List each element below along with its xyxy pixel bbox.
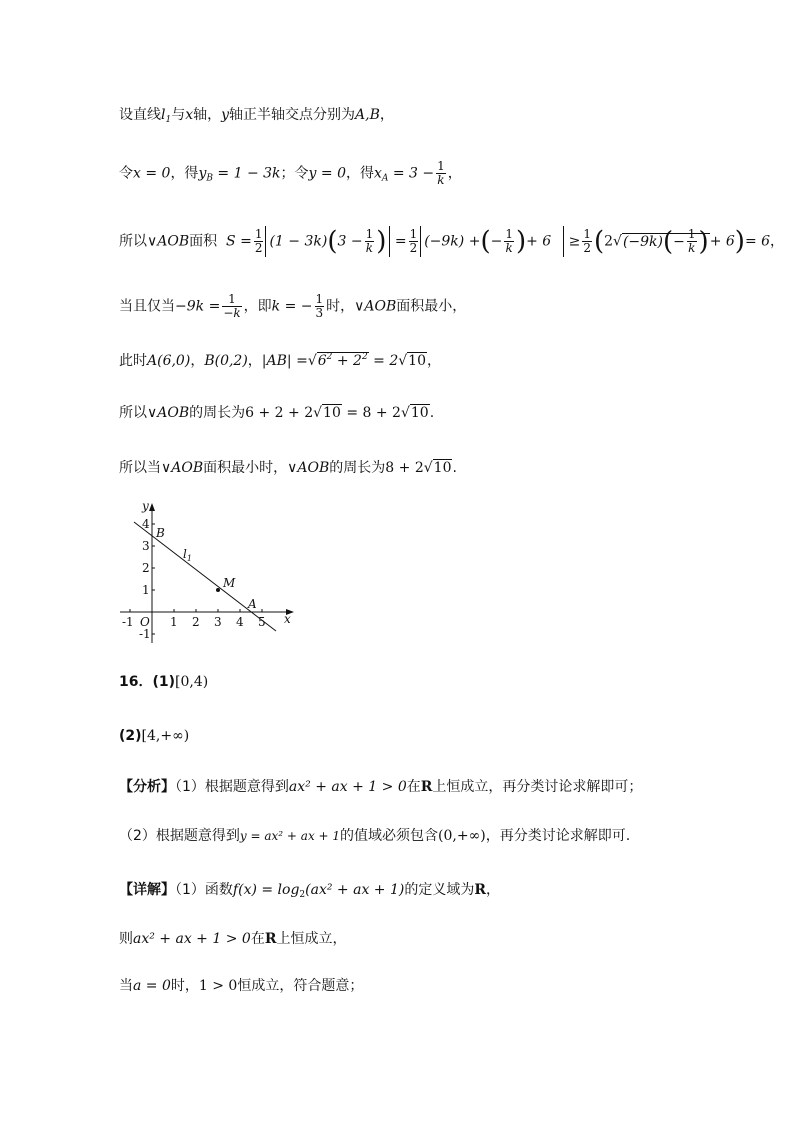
y-tick-label: 4 — [142, 517, 150, 531]
math: l — [161, 107, 166, 123]
text: ， — [190, 353, 205, 369]
detail-line-3 — [119, 976, 363, 996]
text: （1）函数 — [175, 882, 233, 898]
text: （2）根据题意得到 — [119, 828, 240, 844]
numerator: 1 — [222, 293, 241, 307]
text: ，得 — [170, 165, 199, 182]
math: 6 + 2 + 2 — [245, 405, 314, 421]
math: ax² + ax + 1 > 0 — [133, 931, 251, 947]
math: S = — [226, 233, 252, 250]
math: 1 > 0 — [198, 978, 238, 994]
x-tick-label: 5 — [258, 615, 266, 629]
text: 则 — [119, 931, 133, 947]
y-tick-label: 2 — [142, 561, 150, 575]
analysis-tag: 【分析】 — [119, 779, 175, 795]
denominator: k — [688, 241, 696, 255]
text-line-3 — [119, 226, 784, 257]
radical-sign: √ — [398, 353, 408, 369]
fraction — [687, 228, 697, 255]
radicand: 10 — [408, 353, 426, 369]
numerator: 1 — [687, 227, 696, 241]
numerator: 1 — [365, 227, 374, 241]
math: −9k = — [175, 298, 221, 315]
denominator: k — [365, 241, 374, 255]
math: 8 + 2 — [385, 460, 424, 476]
fraction — [254, 228, 264, 255]
math: y = 0 — [308, 165, 346, 182]
paren: ) — [734, 226, 745, 257]
math: (0,+∞) — [438, 828, 486, 844]
math: = 3 − — [388, 165, 435, 182]
radicand — [622, 226, 710, 257]
y-tick-label: 1 — [142, 583, 150, 597]
text: 设直线 — [119, 107, 161, 123]
math: R — [474, 882, 486, 898]
denominator: −k — [223, 306, 241, 320]
text: ， — [379, 107, 394, 123]
math: k = − — [271, 298, 313, 315]
text: 上恒成立，再分类讨论求解即可； — [432, 779, 643, 795]
text-line-4 — [119, 293, 466, 320]
math: AOB — [297, 460, 330, 476]
math: R — [420, 779, 433, 795]
radicand: $6^2 + 2^2$ — [317, 352, 368, 369]
math: y — [221, 107, 230, 123]
text: 轴正半轴交点分别为 — [229, 107, 356, 123]
math: = 2 — [368, 353, 399, 369]
line-label-main: l — [183, 547, 187, 561]
text-line-6 — [119, 403, 434, 423]
line-label-sub: 1 — [186, 554, 192, 563]
coordinate-graph — [112, 495, 302, 650]
text-line-1 — [119, 105, 394, 130]
math: AOB — [157, 233, 190, 250]
radical-sign: √ — [423, 460, 433, 476]
radical-sign: √ — [313, 405, 323, 421]
answer-16-1 — [119, 672, 208, 692]
y-tick-label: 3 — [142, 539, 150, 553]
math: y = ax² + ax + 1 — [239, 829, 341, 843]
detail-line-2 — [119, 929, 346, 949]
denominator: 3 — [315, 306, 324, 320]
math: A(6,0) — [147, 353, 191, 369]
analysis-line — [119, 777, 642, 797]
absolute-value — [265, 226, 390, 257]
fraction — [409, 228, 419, 255]
math: (−9k) — [622, 233, 663, 250]
text-line-2 — [119, 160, 462, 189]
text: 面积最小， — [396, 298, 467, 315]
math: B(0,2) — [204, 353, 248, 369]
math-sup: 2 — [326, 352, 333, 362]
radicand: 10 — [323, 405, 341, 421]
absolute-value — [420, 226, 564, 257]
point-b-label: B — [156, 526, 165, 540]
paren: ) — [376, 226, 387, 257]
math: x = 0 — [133, 165, 171, 182]
paren: ) — [698, 226, 709, 257]
fraction — [436, 160, 446, 187]
detail-tag: 【详解】 — [119, 882, 175, 898]
math: y — [198, 165, 207, 182]
text: ， — [247, 353, 262, 369]
math: = 6 — [744, 233, 771, 250]
math: 2 — [353, 353, 362, 369]
text: 时，∨ — [326, 298, 365, 315]
math: = 8 + 2 — [341, 405, 401, 421]
x-tick-label: -1 — [122, 615, 134, 629]
text: ， — [486, 882, 500, 898]
text: 的周长为 — [329, 460, 386, 476]
math-sub: B — [206, 173, 213, 184]
math: AOB — [157, 405, 190, 421]
math: AOB — [364, 298, 397, 315]
denominator: 2 — [254, 241, 263, 255]
math-sub: A — [381, 173, 389, 184]
origin-label: O — [140, 615, 150, 629]
x-tick-label: 1 — [170, 615, 178, 629]
text-line-7 — [119, 458, 457, 478]
text: ， — [426, 353, 441, 369]
math: (ax² + ax + 1) — [305, 882, 405, 898]
text: ，得 — [346, 165, 374, 182]
math: 6 — [317, 353, 327, 369]
math: f(x) = log — [232, 882, 300, 898]
text: （1）根据题意得到 — [175, 779, 289, 795]
text: 的定义域为 — [404, 882, 475, 898]
math: ≥ — [568, 233, 581, 250]
math: a = 0 — [133, 978, 171, 994]
math: (−9k) + — [424, 233, 481, 250]
math: + 6 — [526, 233, 552, 250]
denominator: k — [437, 173, 445, 187]
math-sub: 1 — [165, 115, 172, 125]
math: (1 − 3k) — [269, 233, 328, 250]
math: 3 − — [337, 233, 363, 250]
text: 与 — [171, 107, 186, 123]
text: 所以∨ — [119, 405, 158, 421]
denominator: k — [505, 241, 513, 255]
paren: ( — [593, 226, 605, 257]
text: 的周长为 — [189, 405, 246, 421]
x-tick-label: 4 — [236, 615, 244, 629]
text: ， — [447, 165, 462, 182]
radical-sign: √ — [613, 233, 622, 250]
x-tick-label: 3 — [214, 615, 222, 629]
math: + 6 — [709, 233, 735, 250]
denominator: 2 — [409, 241, 418, 255]
answer-16-2 — [119, 726, 189, 746]
question-number: 16．(1) — [119, 674, 176, 690]
math: AOB — [171, 460, 204, 476]
numerator: 1 — [254, 227, 263, 241]
math: x — [374, 165, 382, 182]
text: 所以∨ — [119, 233, 158, 250]
math: ax² + ax + 1 > 0 — [288, 779, 407, 795]
text: . — [429, 405, 435, 421]
text: ；令 — [280, 165, 309, 182]
text: 面积 — [189, 233, 218, 250]
text: 轴， — [193, 107, 222, 123]
x-axis-label: x — [284, 612, 291, 626]
math-sup: 2 — [361, 352, 368, 362]
math: |AB| = — [261, 353, 308, 369]
radicand: 10 — [433, 460, 452, 476]
paren: ( — [327, 226, 338, 257]
paren: ( — [663, 226, 674, 257]
math: 2 — [604, 233, 614, 250]
denominator: 2 — [583, 241, 591, 255]
text: 时， — [170, 978, 199, 994]
radicand: 10 — [410, 405, 429, 421]
math: x — [185, 107, 194, 123]
fraction — [582, 228, 592, 255]
numerator: 1 — [437, 159, 445, 173]
detail-line — [119, 880, 500, 905]
text: 当 — [119, 978, 133, 994]
radical-sign: √ — [307, 353, 317, 369]
math: A,B — [355, 107, 380, 123]
numerator: 1 — [409, 227, 418, 241]
y-tick-label: -1 — [139, 627, 151, 641]
text: 上恒成立， — [276, 931, 347, 947]
text: 所以当∨ — [119, 460, 172, 476]
text: ，再分类讨论求解即可. — [485, 828, 631, 844]
text: 面积最小时，∨ — [203, 460, 298, 476]
math-sub: 2 — [299, 890, 306, 900]
numerator: 1 — [505, 227, 513, 241]
point-m — [216, 588, 220, 592]
text: ， — [770, 233, 785, 250]
point-a-label: A — [248, 597, 257, 611]
numerator: 1 — [583, 227, 591, 241]
text: 令 — [119, 165, 133, 182]
text: . — [452, 460, 457, 476]
y-axis-label: y — [142, 499, 149, 513]
math: = 1 − 3k — [212, 165, 281, 182]
text: 的值域必须包含 — [340, 828, 439, 844]
y-axis-arrow — [149, 503, 155, 511]
math: − — [490, 233, 503, 250]
x-tick-label: 2 — [192, 615, 200, 629]
question-number: (2) — [119, 728, 142, 744]
text: 当且仅当 — [119, 298, 175, 315]
fraction — [365, 228, 375, 255]
radical-sign: √ — [400, 405, 410, 421]
analysis-line-2 — [119, 826, 630, 846]
text: 在 — [406, 779, 421, 795]
text: 在 — [250, 931, 265, 947]
text: 恒成立，符合题意； — [237, 978, 364, 994]
line-l1-label — [183, 547, 192, 563]
text-line-5 — [119, 347, 441, 371]
fraction — [222, 293, 241, 320]
math: R — [264, 931, 277, 947]
text: ，即 — [243, 298, 272, 315]
numerator: 1 — [315, 292, 324, 306]
paren: ( — [480, 226, 491, 257]
math: [0,4) — [175, 674, 209, 690]
math: [4,+∞) — [141, 728, 190, 744]
fraction — [504, 228, 514, 255]
point-m-label: M — [223, 576, 236, 590]
paren: ) — [515, 226, 527, 257]
fraction — [315, 293, 325, 320]
math: = — [394, 233, 407, 250]
text: 此时 — [119, 353, 147, 369]
math: − — [673, 233, 685, 250]
